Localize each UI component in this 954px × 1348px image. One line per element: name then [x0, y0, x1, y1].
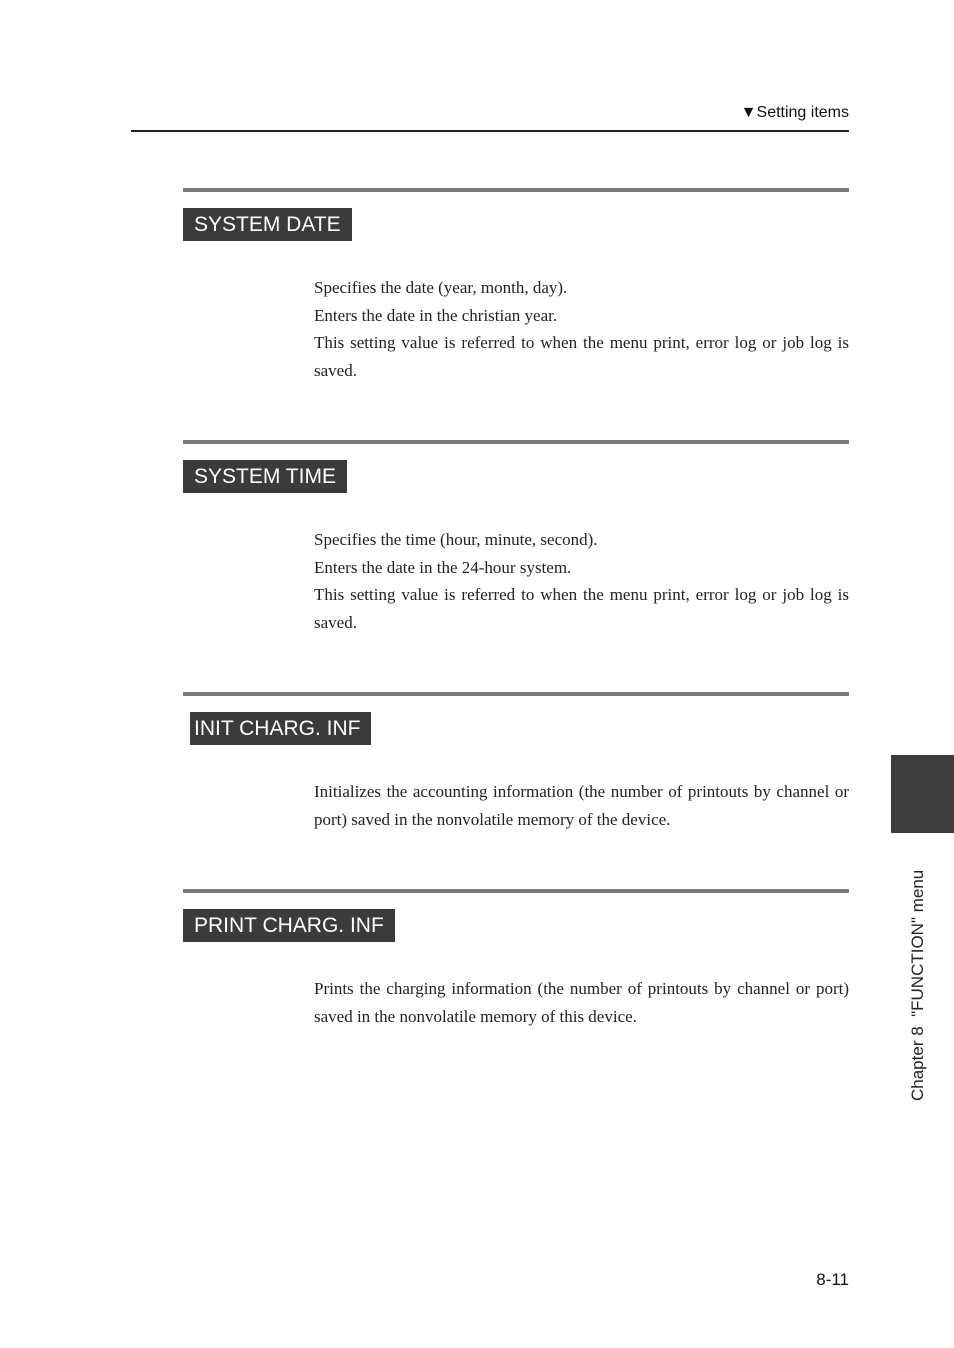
body-line: Prints the charging information (the number of printouts by channel or port) saved in the nonvolatile memory of this device. [314, 979, 849, 1026]
running-header [741, 104, 849, 122]
section-label: INIT CHARG. INF [190, 712, 371, 745]
section-label: SYSTEM TIME [183, 460, 347, 493]
body-line: Specifies the time (hour, minute, second). [314, 530, 598, 549]
body-line: Enters the date in the christian year. [314, 305, 558, 325]
section-rule [183, 188, 849, 192]
section-init-charg-inf [183, 692, 849, 829]
header-rule [131, 130, 849, 132]
body-line: Initializes the accounting information (the number of printouts by channel or port) saved in the nonvolatile memory of the device. [314, 782, 849, 829]
page-number: 8-11 [816, 1270, 849, 1289]
section-body [314, 274, 849, 385]
section-body [314, 526, 849, 637]
section-rule [183, 440, 849, 444]
chapter-tab [891, 755, 954, 833]
section-system-date [183, 188, 849, 381]
chapter-side-label: Chapter 8 "FUNCTION" menu [908, 869, 927, 1101]
body-line: This setting value is referred to when the menu print, error log or job log is saved. [314, 333, 849, 381]
section-label: SYSTEM DATE [183, 208, 352, 241]
section-print-charg-inf [183, 889, 849, 1026]
body-line: Enters the date in the 24-hour system. [314, 557, 572, 577]
running-header-text: Setting items [756, 104, 849, 121]
section-body [314, 778, 849, 833]
section-body [314, 975, 849, 1030]
section-rule [183, 889, 849, 893]
body-line: This setting value is referred to when the menu print, error log or job log is saved. [314, 585, 849, 633]
body-line: Specifies the date (year, month, day). [314, 278, 568, 297]
section-label: PRINT CHARG. INF [183, 909, 395, 942]
section-system-time [183, 440, 849, 633]
section-rule [183, 692, 849, 696]
triangle-down-icon: ▼ [740, 104, 757, 121]
